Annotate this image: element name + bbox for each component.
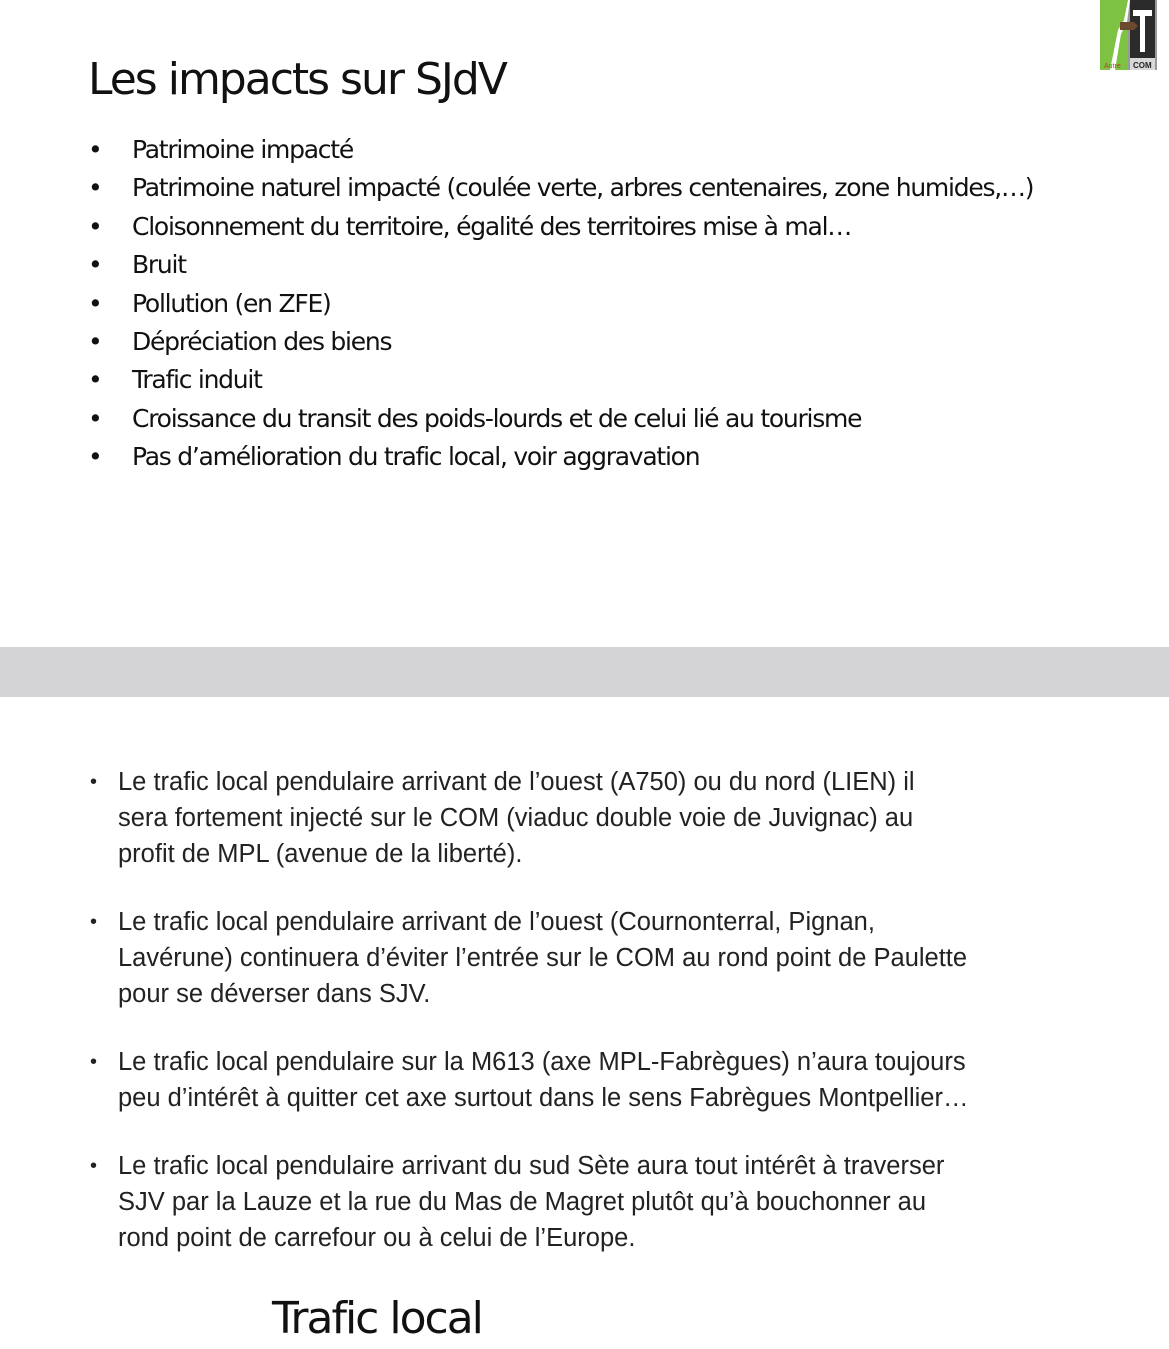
list-item-text: Le trafic local pendulaire arrivant du sud Sète aura tout intérêt à traverser SJV par la Lauze et la rue du Mas de Magret plutôt qu’à bouchonner au rond point de carrefour ou à celui de l’Europe. bbox=[118, 1152, 945, 1252]
list-item-text: Trafic induit bbox=[132, 365, 262, 395]
bullet-icon: • bbox=[88, 173, 102, 203]
list-item bbox=[90, 904, 1150, 1012]
bullet-icon: • bbox=[88, 403, 102, 433]
bullet-icon: • bbox=[88, 211, 102, 241]
list-item-text: Pollution (en ZFE) bbox=[132, 288, 331, 318]
list-item bbox=[88, 170, 1148, 208]
slide-trafic-local bbox=[0, 697, 1169, 1345]
bullet-icon: • bbox=[88, 135, 102, 164]
list-item-text: Pas d’amélioration du trafic local, voir aggravation bbox=[132, 442, 700, 472]
autrecom-logo bbox=[1100, 0, 1157, 70]
list-item bbox=[88, 286, 1148, 324]
list-item bbox=[88, 362, 1148, 400]
bullet-icon: • bbox=[90, 1155, 98, 1177]
slide-title: Trafic local bbox=[272, 1293, 482, 1344]
road-logo-icon bbox=[1100, 0, 1157, 70]
slide-title: Les impacts sur SJdV bbox=[88, 54, 506, 105]
list-item-text: Patrimoine naturel impacté (coulée verte, arbres centenaires, zone humides,…) bbox=[132, 173, 1034, 203]
logo-text-right: COM bbox=[1133, 61, 1152, 70]
slide-separator bbox=[0, 647, 1169, 697]
bullet-icon: • bbox=[88, 250, 102, 280]
bullet-icon: • bbox=[88, 326, 102, 356]
list-item-text: Bruit bbox=[132, 250, 186, 280]
list-item bbox=[88, 401, 1148, 439]
bullet-icon: • bbox=[90, 771, 98, 793]
list-item bbox=[90, 1044, 1150, 1116]
list-item-text: Le trafic local pendulaire arrivant de l’ouest (A750) ou du nord (LIEN) il sera fortement injecté sur le COM (viaduc double voie de Juvignac) au profit de MPL (avenue de la liberté). bbox=[118, 768, 915, 868]
logo-text-left: Autre bbox=[1104, 63, 1121, 70]
impacts-list bbox=[88, 132, 1148, 478]
list-item bbox=[88, 247, 1148, 285]
list-item bbox=[90, 1148, 1150, 1256]
bullet-icon: • bbox=[88, 365, 102, 395]
list-item-text: Le trafic local pendulaire arrivant de l’ouest (Cournonterral, Pignan, Lavérune) continuera d’éviter l’entrée sur le COM au rond point de Paulette pour se déverser dans SJV. bbox=[118, 908, 968, 1008]
slide-impacts bbox=[0, 0, 1169, 647]
trafic-list bbox=[90, 764, 1150, 1288]
list-item-text: Dépréciation des biens bbox=[132, 326, 392, 356]
list-item-text: Cloisonnement du territoire, égalité des territoires mise à mal… bbox=[132, 211, 852, 241]
list-item-text: Patrimoine impacté bbox=[132, 135, 353, 164]
list-item bbox=[88, 209, 1148, 247]
list-item-text: Le trafic local pendulaire sur la M613 (axe MPL-Fabrègues) n’aura toujours peu d’intérêt à quitter cet axe surtout dans le sens Fabrègues Montpellier… bbox=[118, 1048, 969, 1112]
list-item bbox=[88, 324, 1148, 362]
list-item bbox=[88, 439, 1148, 477]
list-item bbox=[90, 764, 1150, 872]
bullet-icon: • bbox=[88, 288, 102, 318]
bullet-icon: • bbox=[88, 442, 102, 472]
list-item bbox=[88, 132, 1148, 170]
bullet-icon: • bbox=[90, 911, 98, 933]
list-item-text: Croissance du transit des poids-lourds et de celui lié au tourisme bbox=[132, 403, 862, 433]
bullet-icon: • bbox=[90, 1051, 98, 1073]
